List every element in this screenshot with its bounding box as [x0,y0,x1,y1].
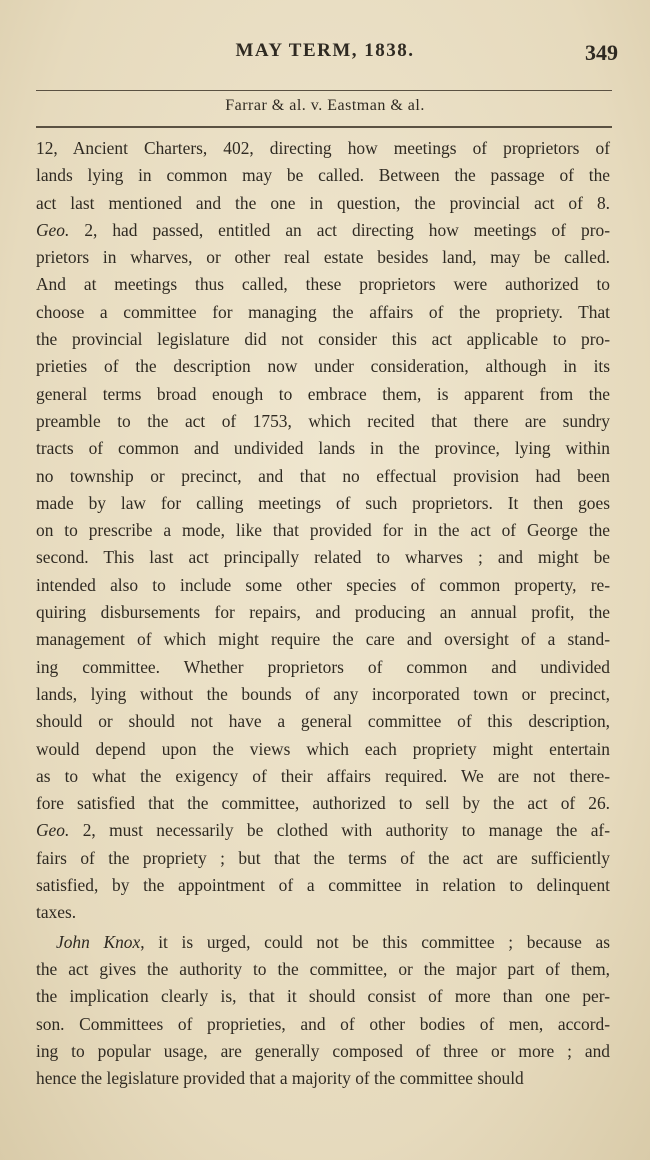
italic-text: Geo. [36,820,70,841]
text-line: fairs of the propriety ; but that the terms of the act are sufficiently [36,847,610,868]
text-line: fore satisfied that the committee, authorized to sell by the act of 26. [36,793,610,814]
body-text [36,135,610,1092]
text-line: son. Committees of proprieties, and of other bodies of men, accord- [36,1013,610,1034]
text-line: Geo. 2, had passed, entitled an act directing how meetings of pro- [36,219,610,240]
text-line: ing to popular usage, are generally composed of three or more ; and [36,1040,610,1061]
text-line: preamble to the act of 1753, which recited that there are sundry [36,410,610,431]
text-line: the act gives the authority to the committee, or the major part of them, [36,958,610,979]
paragraph [36,135,610,927]
text-line: as to what the exigency of their affairs required. We are not there- [36,765,610,786]
page-number: 349 [585,40,618,65]
running-head: MAY TERM, 1838. [235,40,415,61]
text-line: John Knox, it is urged, could not be this committee ; because as [56,931,610,952]
text-line: made by law for calling meetings of such proprietors. It then goes [36,492,610,513]
header-rule-top [36,90,612,91]
italic-text: Geo. [36,219,70,240]
paragraph [36,929,610,1093]
text-line: no township or precinct, and that no effectual provision had been [36,465,610,486]
text-line: choose a committee for managing the affairs of the propriety. That [36,301,610,322]
text-line: would depend upon the views which each propriety might entertain [36,738,610,759]
text-line: lands, lying without the bounds of any incorporated town or precinct, [36,683,610,704]
italic-text: John Knox [56,931,141,952]
text-line: 12, Ancient Charters, 402, directing how meetings of proprietors of [36,138,610,158]
text-line: Geo. 2, must necessarily be clothed with authority to manage the af- [36,820,610,841]
text-line: quiring disbursements for repairs, and producing an annual profit, the [36,602,610,623]
text-line: lands lying in common may be called. Between the passage of the [36,165,610,186]
text-line: intended also to include some other species of common property, re- [36,574,610,595]
text-line: the provincial legislature did not consider this act applicable to pro- [36,329,610,350]
text-line: should or should not have a general committee of this description, [36,711,610,732]
text-line: second. This last act principally related to wharves ; and might be [36,547,610,568]
case-title: Farrar & al. v. Eastman & al. [225,97,425,114]
text-line: hence the legislature provided that a majority of the committee should [36,1068,524,1089]
header-rule-bottom [36,126,612,128]
text-line: And at meetings thus called, these proprietors were authorized to [36,274,610,295]
text-line: prieties of the description now under consideration, although in its [36,356,610,377]
text-line: taxes. [36,902,77,923]
text-line: ing committee. Whether proprietors of common and undivided [36,656,610,677]
text-line: satisfied, by the appointment of a committee in relation to delinquent [36,875,610,896]
text-line: general terms broad enough to embrace them, is apparent from the [36,383,610,404]
text-line: on to prescribe a mode, like that provided for in the act of George the [36,520,610,541]
text-line: prietors in wharves, or other real estate besides land, may be called. [36,247,610,268]
text-line: the implication clearly is, that it should consist of more than one per- [36,986,610,1007]
page-header [30,40,620,68]
text-line: act last mentioned and the one in question, the provincial act of 8. [36,192,610,213]
text-line: management of which might require the care and oversight of a stand- [36,629,610,650]
text-line: tracts of common and undivided lands in the province, lying within [36,438,610,459]
